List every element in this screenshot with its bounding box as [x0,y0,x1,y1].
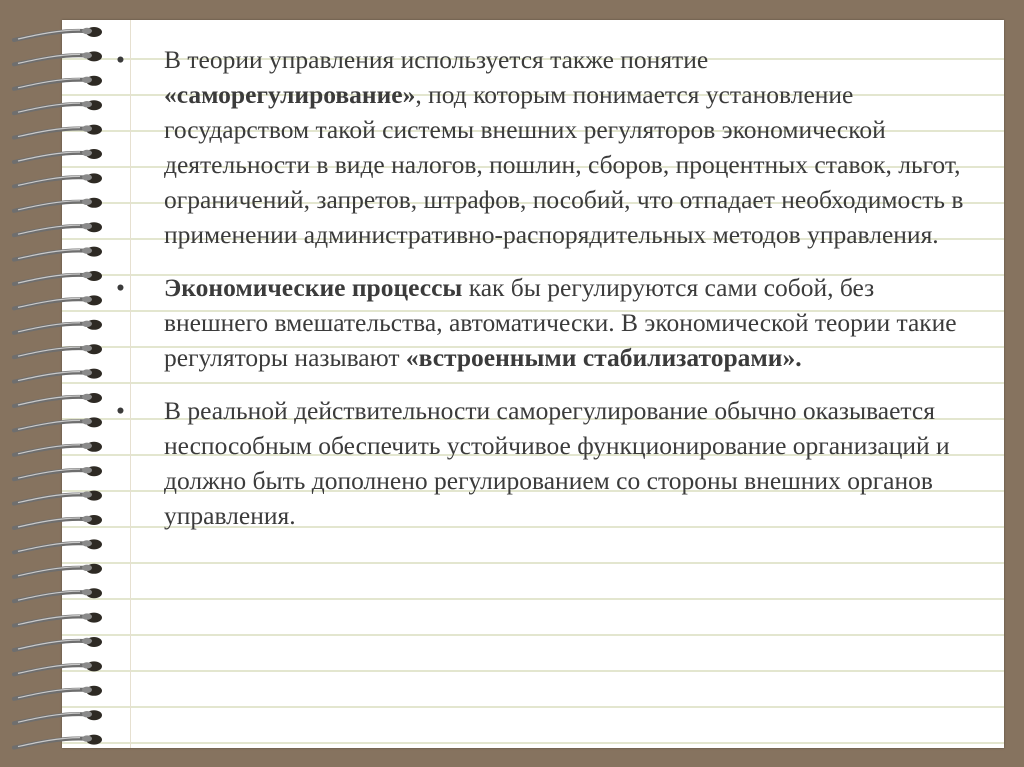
bullet-marker: • [116,273,125,302]
bullet-paragraph-1 [116,42,966,252]
term-highlight: Экономические процессы [164,273,463,302]
bullet-paragraph-2 [116,270,966,375]
term-highlight: «встроенными стабилизаторами». [405,343,802,372]
text-segment: В теории управления используется также понятие [164,45,709,74]
bullet-marker: • [116,396,125,425]
bullet-marker: • [116,45,125,74]
text-segment: , под которым понимается установление государством такой системы внешних регуляторов экономической деятельности в виде налогов, пошлин, сборов, процентных ставок, льгот, ограничений, запретов, штрафов, пособий, что отпадает необходимость в применении административно-распорядительных методов управления. [164,80,964,249]
text-segment: В реальной действительности саморегулирование обычно оказывается неспособным обеспечить устойчивое функционирование организаций и должно быть дополнено регулированием со стороны внешних органов управления. [164,396,950,530]
term-highlight: «саморегулирование» [164,80,416,109]
text-segment: как бы регулируются сами собой, без внешнего вмешательства, автоматически. В экономической теории такие регуляторы называют [164,273,957,372]
bullet-paragraph-3 [116,393,966,533]
slide-content [116,42,966,533]
